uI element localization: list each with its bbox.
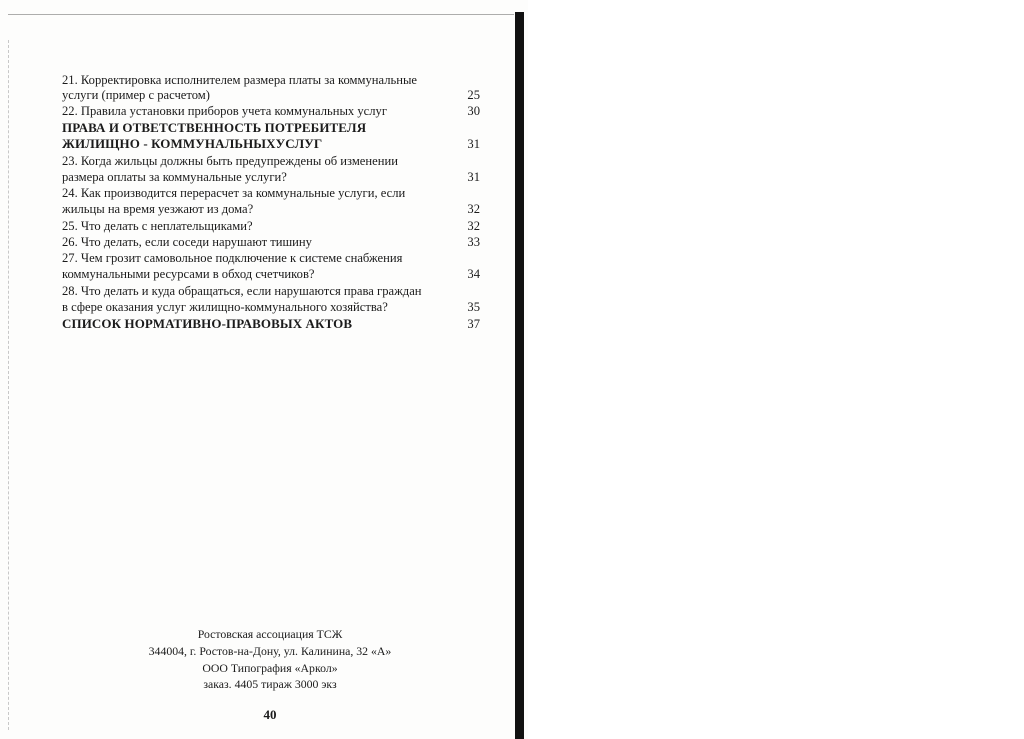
toc-item-26-line-1: 26. Что делать, если соседи нарушают тишину xyxy=(62,235,312,249)
toc-item-23-page: 31 xyxy=(467,170,480,184)
toc-item-27-page: 34 xyxy=(467,267,480,281)
imprint-order: заказ. 4405 тираж 3000 экз xyxy=(203,677,337,691)
toc-item-27-line-1: 27. Чем грозит самовольное подключение к системе снабжения xyxy=(62,251,403,265)
toc-section-heading-line-2: ЖИЛИЩНО - КОММУНАЛЬНЫХУСЛУГ xyxy=(62,136,323,151)
imprint-address: 344004, г. Ростов-на-Дону, ул. Калинина, 32 «А» xyxy=(148,644,392,658)
toc-item-22-line-1: 22. Правила установки приборов учета коммунальных услуг xyxy=(62,104,388,118)
toc-item-21-line-1: 21. Корректировка исполнителем размера платы за коммунальные xyxy=(62,73,418,87)
toc-section-heading-line-1: ПРАВА И ОТВЕТСТВЕННОСТЬ ПОТРЕБИТЕЛЯ xyxy=(62,120,367,135)
toc-item-28-line-1: 28. Что делать и куда обращаться, если нарушаются права граждан xyxy=(62,284,422,298)
toc-item-28-page: 35 xyxy=(467,300,480,314)
toc-references-heading: СПИСОК НОРМАТИВНО-ПРАВОВЫХ АКТОВ xyxy=(62,316,353,331)
toc-item-22-page: 30 xyxy=(467,104,480,118)
toc-item-27-line-2: коммунальными ресурсами в обход счетчиков? xyxy=(62,267,315,281)
toc-item-25-line-1: 25. Что делать с неплательщиками? xyxy=(62,219,253,233)
right-page-blank xyxy=(528,0,1024,739)
imprint-organization: Ростовская ассоциация ТСЖ xyxy=(197,627,343,641)
toc-item-24-line-2: жильцы на время уезжают из дома? xyxy=(62,202,254,216)
toc-item-25-page: 32 xyxy=(467,219,480,233)
toc-item-24-line-1: 24. Как производится перерасчет за коммунальные услуги, если xyxy=(62,186,406,200)
book-spine-shadow xyxy=(515,12,524,739)
page-number: 40 xyxy=(263,707,277,722)
toc-section-heading-page: 31 xyxy=(467,137,480,151)
toc-item-23-line-1: 23. Когда жильцы должны быть предупреждены об изменении xyxy=(62,154,398,168)
imprint-printer: ООО Типография «Аркол» xyxy=(202,661,338,675)
toc-item-26-page: 33 xyxy=(467,235,480,249)
toc-item-24-page: 32 xyxy=(467,202,480,216)
toc-item-28-line-2: в сфере оказания услуг жилищно-коммунального хозяйства? xyxy=(62,300,388,314)
toc-item-21-page: 25 xyxy=(467,88,480,102)
toc-item-21-line-2: услуги (пример с расчетом) xyxy=(62,88,210,102)
toc-references-page: 37 xyxy=(467,317,480,331)
toc-item-23-line-2: размера оплаты за коммунальные услуги? xyxy=(62,170,287,184)
